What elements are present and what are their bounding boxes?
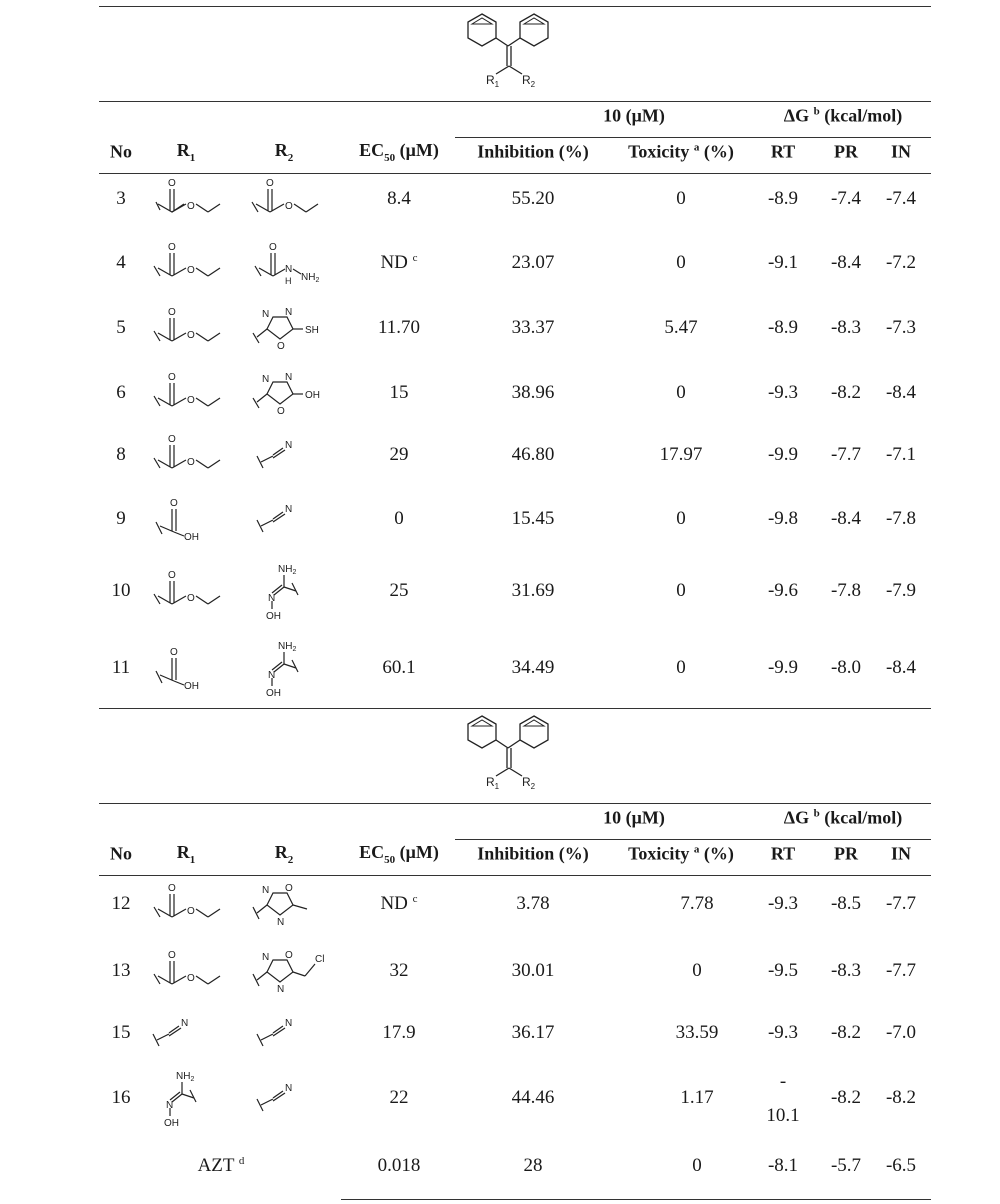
svg-text:H: H (285, 276, 292, 286)
cell-inhibition: 36.17 (511, 1022, 555, 1043)
r1-structure-ethyl-ester (144, 174, 234, 224)
col-header-pr: PR (834, 843, 858, 864)
cell-rt: -9.3 (767, 382, 799, 403)
cell-inhibition: 38.96 (511, 382, 555, 403)
group-header-10uM: 10 (μM) (603, 105, 665, 126)
scaffold-r1-label: $R_1$ (486, 775, 500, 791)
cell-in: -7.8 (885, 508, 917, 529)
svg-text:O: O (168, 178, 176, 189)
svg-text:N: N (285, 372, 293, 383)
svg-text:O: O (277, 406, 285, 417)
cell-toxicity: 0 (676, 508, 686, 529)
cell-pr: -8.3 (830, 317, 862, 338)
svg-text:OH: OH (184, 681, 199, 692)
svg-text:N: N (181, 1018, 189, 1029)
cell-toxicity: 5.47 (664, 317, 698, 338)
cell-ec50: 15 (389, 382, 409, 403)
svg-text:O: O (285, 883, 293, 894)
cell-in: -7.4 (885, 188, 917, 209)
svg-text:N: N (262, 309, 270, 320)
cell-rt: -9.9 (767, 657, 799, 678)
cell-inhibition: 15.45 (511, 508, 555, 529)
cell-in: -8.2 (885, 1087, 917, 1108)
cell-toxicity: 1.17 (680, 1087, 714, 1108)
svg-text:N: N (268, 670, 276, 681)
r2-structure-amidoxime (240, 641, 330, 699)
col-header-toxicity: Toxicity $^a$ (%) (628, 141, 734, 162)
r2-structure-nitrile (245, 430, 335, 480)
cell-no: 6 (116, 382, 126, 403)
r1-structure-ethyl-ester (144, 946, 234, 996)
scaffold-r2-label: $R_2$ (522, 73, 536, 89)
svg-text:OH: OH (164, 1118, 179, 1129)
svg-text:OH: OH (184, 532, 199, 543)
cell-toxicity: 7.78 (680, 893, 714, 914)
svg-text:N: N (262, 952, 270, 963)
col-header-no: No (110, 141, 132, 162)
cell-inhibition: 28 (523, 1155, 543, 1176)
r1-structure-carboxylic-acid (144, 494, 234, 544)
col-header-ec50: $EC_{50}$ (μM) (359, 842, 439, 866)
cell-toxicity: 17.97 (659, 444, 703, 465)
svg-text:O: O (168, 883, 176, 894)
cell-toxicity: 0 (676, 188, 686, 209)
r2-structure-ethyl-ester (242, 174, 332, 224)
cell-in: -7.1 (885, 444, 917, 465)
r1-structure-ethyl-ester (144, 303, 234, 353)
svg-text:OH: OH (305, 390, 320, 401)
cell-ec50: 11.70 (377, 317, 421, 338)
cell-in: -7.2 (885, 252, 917, 273)
cell-ec50: ND $^c$ (380, 892, 418, 915)
r1-structure-nitrile (141, 1008, 231, 1058)
rule-under-10uM-1 (455, 137, 931, 138)
cell-no: 3 (116, 188, 126, 209)
scaffold-r2-label: $R_2$ (522, 775, 536, 791)
r2-structure-oxadiazole-hydroxy (245, 368, 335, 418)
cell-pr: -8.0 (830, 657, 862, 678)
cell-ec50: 0 (394, 508, 404, 529)
svg-text:N: N (268, 593, 276, 604)
cell-pr: -8.5 (830, 893, 862, 914)
cell-ec50: 22 (389, 1087, 409, 1108)
scaffold-structure-1 (460, 8, 570, 100)
rule-between-tables (99, 708, 931, 709)
r2-structure-chloromethyl-oxadiazole (247, 946, 337, 996)
cell-ec50: 8.4 (387, 188, 411, 209)
cell-inhibition: 30.01 (511, 960, 555, 981)
cell-pr: -8.4 (830, 252, 862, 273)
cell-no: 10 (111, 580, 131, 601)
r2-structure-methyl-oxadiazole (245, 879, 335, 929)
r1-structure-ethyl-ester (144, 238, 234, 288)
svg-text:O: O (187, 395, 195, 406)
cell-rt: -8.1 (767, 1155, 799, 1176)
svg-text:O: O (187, 457, 195, 468)
svg-text:N: N (285, 1083, 293, 1094)
rule-under-10uM-2 (455, 839, 931, 840)
cell-no: 16 (111, 1087, 131, 1108)
col-header-r1: $R_1$ (176, 842, 196, 866)
r1-structure-amidoxime (138, 1071, 228, 1129)
col-header-inhibition: Inhibition (%) (477, 141, 589, 162)
svg-text:OH: OH (266, 688, 281, 699)
cell-inhibition: 3.78 (516, 893, 550, 914)
scaffold-structure-2 (460, 710, 570, 802)
cell-toxicity: 0 (676, 580, 686, 601)
cell-no: 8 (116, 444, 126, 465)
svg-text:O: O (168, 434, 176, 445)
cell-rt: - (779, 1071, 787, 1092)
svg-text:N: N (166, 1100, 174, 1111)
cell-inhibition: 23.07 (511, 252, 555, 273)
col-header-ec50: $EC_{50}$ (μM) (359, 140, 439, 164)
rule-under-scaffold-1 (99, 101, 931, 102)
cell-no: 15 (111, 1022, 131, 1043)
col-header-toxicity: Toxicity $^a$ (%) (628, 843, 734, 864)
svg-text:O: O (187, 973, 195, 984)
cell-pr: -7.8 (830, 580, 862, 601)
r1-structure-ethyl-ester (144, 879, 234, 929)
col-header-r2: $R_2$ (274, 140, 294, 164)
cell-in: -7.0 (885, 1022, 917, 1043)
cell-pr: -7.7 (830, 444, 862, 465)
cell-in: -8.4 (885, 382, 917, 403)
col-header-r1: $R_1$ (176, 140, 196, 164)
svg-text:NH2: $NH_2$ (278, 564, 297, 576)
svg-text:OH: OH (266, 611, 281, 622)
svg-text:O: O (187, 906, 195, 917)
cell-inhibition: 55.20 (511, 188, 555, 209)
cell-rt-continued: 10.1 (766, 1105, 800, 1126)
azt-label: AZT $^d$ (197, 1154, 245, 1177)
group-header-10uM: 10 (μM) (603, 807, 665, 828)
svg-text:O: O (285, 950, 293, 961)
svg-text:N: N (262, 374, 270, 385)
cell-toxicity: 33.59 (675, 1022, 719, 1043)
svg-text:O: O (269, 242, 277, 253)
cell-pr: -5.7 (830, 1155, 862, 1176)
svg-text:NH2: $NH_2$ (301, 272, 320, 284)
svg-text:Cl: Cl (315, 954, 325, 965)
top-rule (99, 6, 931, 7)
col-header-r2: $R_2$ (274, 842, 294, 866)
svg-text:N: N (262, 885, 270, 896)
cell-in: -7.3 (885, 317, 917, 338)
svg-text:N: N (277, 984, 285, 995)
cell-in: -6.5 (885, 1155, 917, 1176)
cell-no: 4 (116, 252, 126, 273)
svg-text:NH2: $NH_2$ (278, 641, 297, 653)
svg-text:O: O (168, 570, 176, 581)
cell-no: 12 (111, 893, 131, 914)
svg-text:N: N (277, 917, 285, 928)
cell-ec50: 25 (389, 580, 409, 601)
cell-ec50: 32 (389, 960, 409, 981)
r2-structure-nitrile (245, 1073, 335, 1123)
cell-inhibition: 33.37 (511, 317, 555, 338)
scaffold-r1-label: $R_1$ (486, 73, 500, 89)
r1-structure-ethyl-ester (144, 368, 234, 418)
svg-text:O: O (187, 330, 195, 341)
r2-structure-amidoxime (240, 564, 330, 622)
cell-rt: -9.8 (767, 508, 799, 529)
r2-structure-oxadiazole-thiol (245, 303, 335, 353)
col-header-pr: PR (834, 141, 858, 162)
cell-pr: -7.4 (830, 188, 862, 209)
cell-in: -7.7 (885, 960, 917, 981)
r2-structure-hydrazide (245, 238, 335, 288)
svg-text:SH: SH (305, 325, 319, 336)
col-header-rt: RT (770, 843, 796, 864)
cell-in: -7.9 (885, 580, 917, 601)
group-header-dg: ΔG $^b$ (kcal/mol) (783, 105, 903, 126)
cell-ec50: 17.9 (382, 1022, 416, 1043)
cell-rt: -9.3 (767, 1022, 799, 1043)
cell-rt: -8.9 (767, 317, 799, 338)
cell-no: 11 (111, 657, 131, 678)
cell-rt: -9.3 (767, 893, 799, 914)
group-header-dg: ΔG $^b$ (kcal/mol) (783, 807, 903, 828)
svg-text:O: O (168, 950, 176, 961)
cell-no: 5 (116, 317, 126, 338)
cell-in: -7.7 (885, 893, 917, 914)
svg-text:N: N (285, 1018, 293, 1029)
rule-under-scaffold-2 (99, 803, 931, 804)
cell-no: 13 (111, 960, 131, 981)
cell-rt: -9.6 (767, 580, 799, 601)
r1-structure-ethyl-ester (144, 430, 234, 480)
r2-structure-nitrile (245, 1008, 335, 1058)
cell-inhibition: 46.80 (511, 444, 555, 465)
col-header-rt: RT (770, 141, 796, 162)
svg-text:N: N (285, 264, 293, 275)
cell-inhibition: 31.69 (511, 580, 555, 601)
svg-text:NH2: $NH_2$ (176, 1071, 195, 1083)
r1-structure-ethyl-ester (144, 566, 234, 616)
col-header-no: No (110, 843, 132, 864)
cell-rt: -8.9 (767, 188, 799, 209)
cell-toxicity: 0 (676, 252, 686, 273)
r2-structure-nitrile (245, 494, 335, 544)
cell-toxicity: 0 (676, 657, 686, 678)
col-header-in: IN (890, 141, 912, 162)
rule-under-header-2 (99, 875, 931, 876)
svg-text:N: N (285, 440, 293, 451)
bottom-rule (341, 1199, 931, 1200)
col-header-inhibition: Inhibition (%) (477, 843, 589, 864)
cell-ec50: 29 (389, 444, 409, 465)
svg-text:O: O (285, 201, 293, 212)
cell-in: -8.4 (885, 657, 917, 678)
cell-toxicity: 0 (692, 960, 702, 981)
svg-text:O: O (187, 201, 195, 212)
cell-ec50: 60.1 (382, 657, 416, 678)
cell-toxicity: 0 (692, 1155, 702, 1176)
svg-text:O: O (266, 178, 274, 189)
cell-pr: -8.2 (830, 382, 862, 403)
cell-pr: -8.2 (830, 1022, 862, 1043)
svg-text:O: O (170, 498, 178, 509)
svg-text:O: O (168, 372, 176, 383)
cell-pr: -8.3 (830, 960, 862, 981)
svg-text:O: O (277, 341, 285, 352)
svg-text:O: O (168, 242, 176, 253)
cell-toxicity: 0 (676, 382, 686, 403)
cell-pr: -8.4 (830, 508, 862, 529)
svg-text:N: N (285, 504, 293, 515)
svg-text:O: O (187, 593, 195, 604)
cell-ec50: ND $^c$ (380, 251, 418, 274)
cell-rt: -9.9 (767, 444, 799, 465)
cell-rt: -9.5 (767, 960, 799, 981)
cell-inhibition: 34.49 (511, 657, 555, 678)
svg-text:N: N (285, 307, 293, 318)
cell-inhibition: 44.46 (511, 1087, 555, 1108)
svg-text:O: O (170, 647, 178, 658)
cell-no: 9 (116, 508, 126, 529)
svg-text:O: O (168, 307, 176, 318)
cell-rt: -9.1 (767, 252, 799, 273)
r1-structure-carboxylic-acid (144, 643, 234, 693)
cell-ec50: 0.018 (377, 1155, 421, 1176)
cell-pr: -8.2 (830, 1087, 862, 1108)
svg-text:O: O (187, 265, 195, 276)
col-header-in: IN (890, 843, 912, 864)
